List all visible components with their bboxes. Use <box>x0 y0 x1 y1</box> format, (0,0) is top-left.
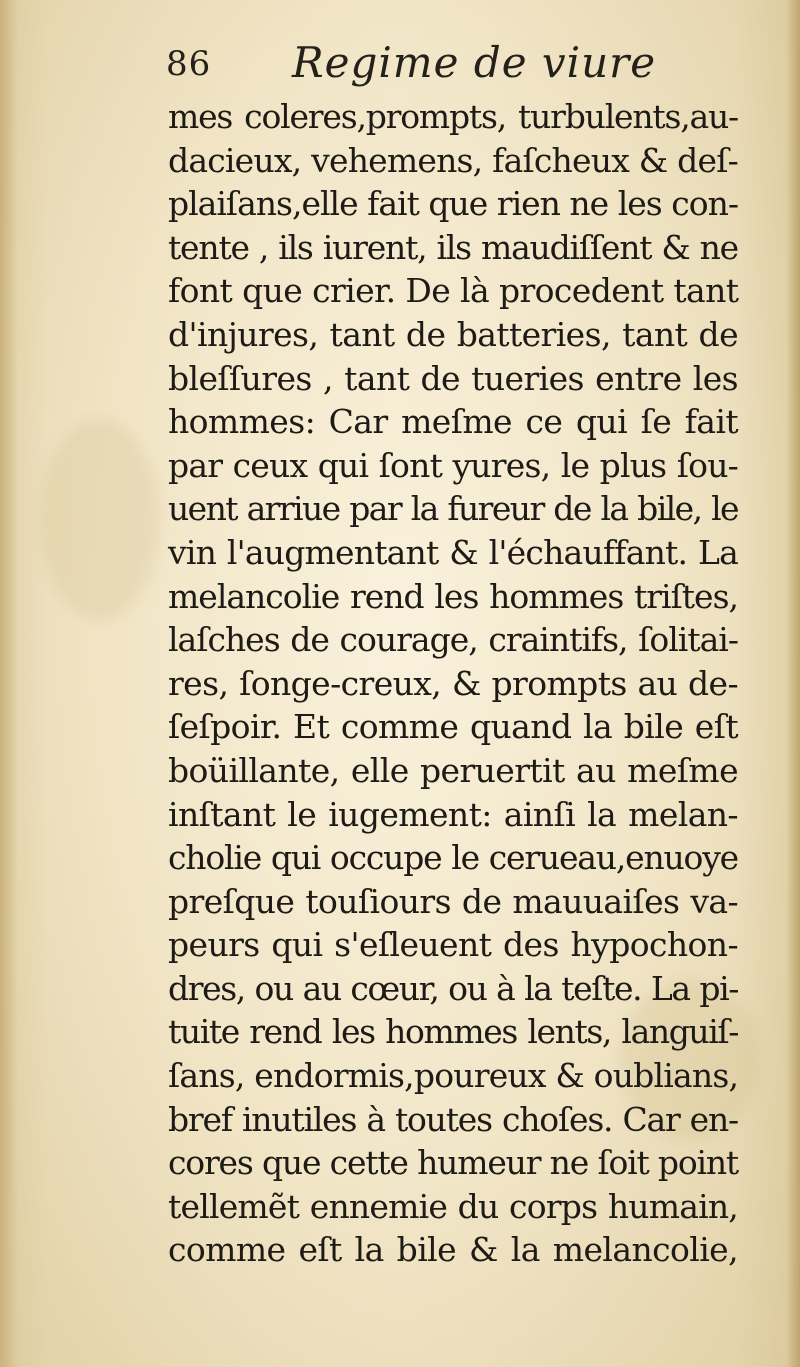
running-title: Regime de viure <box>292 38 657 87</box>
text-line: tellemẽt ennemie du corps humain, <box>168 1186 738 1226</box>
text-line: dacieux, vehemens, faſcheux & deſ- <box>168 140 738 180</box>
text-line: tuite rend les hommes lents, languiſ- <box>168 1012 738 1052</box>
paper-stain <box>40 420 160 620</box>
text-line: bref inutiles à toutes choſes. Car en- <box>168 1099 738 1139</box>
body-text <box>168 95 738 1272</box>
page-number: 86 <box>166 44 212 84</box>
text-line: ſans, endormis,poureux & oublians, <box>168 1056 739 1096</box>
text-line: mes coleres,prompts, turbulents,au- <box>168 97 738 136</box>
text-line: d'injures, tant de batteries, tant de <box>168 314 738 354</box>
page-edge-shadow-left <box>0 0 18 1367</box>
text-line: tente , ils iurent, ils maudiſſent & ne <box>168 227 738 267</box>
text-line: laſches de courage, craintifs, ſolitai- <box>168 620 738 660</box>
text-line: preſque touſiours de mauuaiſes va- <box>168 881 738 921</box>
text-line: vin l'augmentant & l'échauffant. La <box>168 532 738 572</box>
text-line: res, ſonge-creux, & prompts au de- <box>168 663 738 703</box>
text-line: cholie qui occupe le cerueau,enuoye <box>168 838 738 878</box>
running-head <box>166 38 726 98</box>
text-line: boüillante, elle peruertit au meſme <box>168 750 738 790</box>
text-line: font que crier. De là procedent tant <box>168 271 739 311</box>
page-edge-shadow-right <box>786 0 800 1367</box>
text-line: dres, ou au cœur, ou à la teſte. La pi- <box>168 968 738 1008</box>
text-line: uent arriue par la fureur de la bile, le <box>168 489 738 529</box>
text-line: cores que cette humeur ne ſoit point <box>168 1143 738 1183</box>
text-line: plaiſans,elle fait que rien ne les con- <box>168 184 738 224</box>
text-line: par ceux qui ſont yures, le plus ſou- <box>168 445 738 485</box>
text-line: peurs qui s'eſleuent des hypochon- <box>168 925 738 965</box>
text-line: melancolie rend les hommes triſtes, <box>168 576 738 616</box>
text-line: hommes: Car meſme ce qui ſe fait <box>168 402 738 442</box>
text-line: comme eſt la bile & la melancolie, <box>168 1230 738 1270</box>
text-line: bleſſures , tant de tueries entre les <box>168 358 738 398</box>
text-line: ſeſpoir. Et comme quand la bile eſt <box>168 707 738 747</box>
text-line: inſtant le iugement: ainſi la melan- <box>168 794 738 834</box>
